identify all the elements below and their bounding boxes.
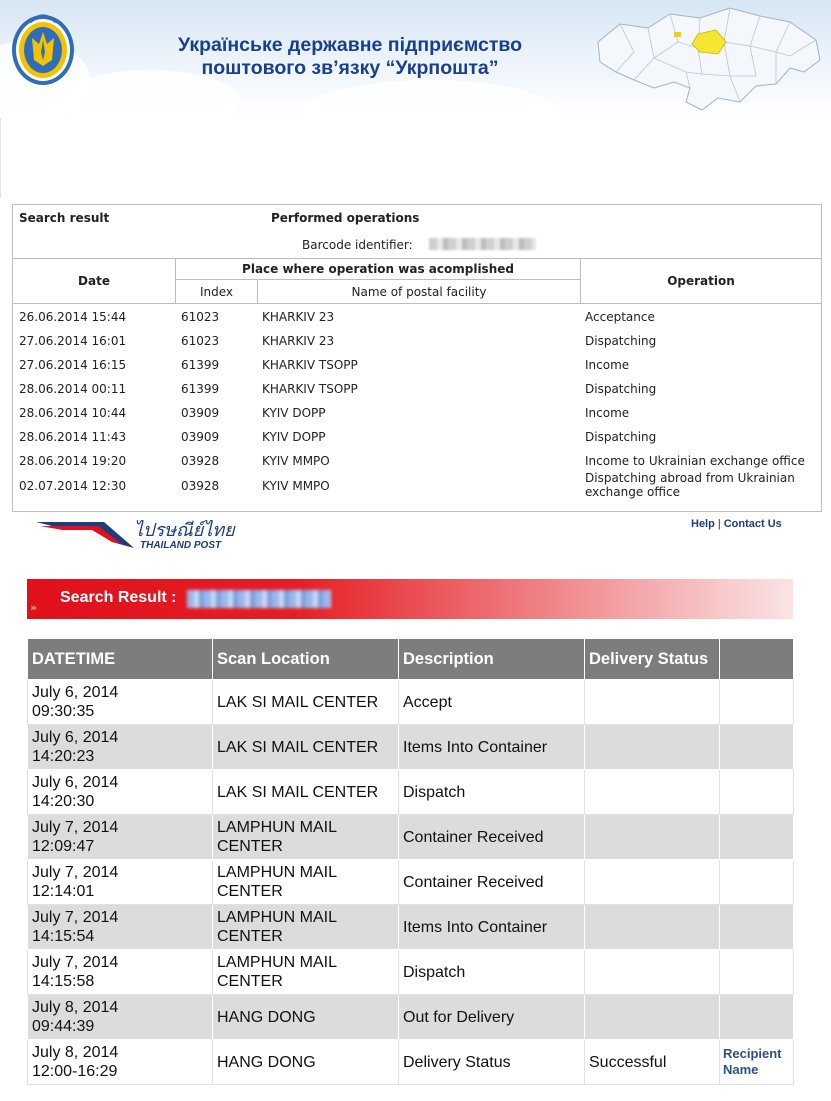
barcode-label: Barcode identifier: [302,238,413,252]
row-operation: Dispatching [585,334,657,348]
datetime-cell [28,1040,213,1085]
row-facility: KHARKIV 23 [262,334,335,348]
recipient-name-link[interactable]: Recipient Name [720,1040,794,1085]
scan-time: 14:20:23 [32,748,95,765]
divider [13,303,821,304]
double-arrow-icon: » [30,601,35,614]
extra-cell [720,860,794,905]
scan-location-cell: LAMPHUN MAIL CENTER [213,860,399,905]
help-link[interactable]: Help [691,518,715,530]
table-header-row [28,639,794,680]
row-index: 61399 [181,382,220,396]
search-result-banner [27,579,793,619]
datetime-cell [28,860,213,905]
extra-cell [720,725,794,770]
scan-time: 14:15:58 [32,973,95,990]
header-extra [720,639,794,680]
row-facility: KHARKIV TSOPP [262,358,358,372]
row-date: 28.06.2014 00:11 [19,382,127,396]
description-cell: Delivery Status [399,1040,585,1085]
row-facility: KYIV MMPO [262,454,330,468]
row-operation: Dispatching abroad from Ukrainian exchange office [585,471,795,499]
row-index: 03909 [181,406,220,420]
extra-cell [720,770,794,815]
table-row [28,815,794,860]
scan-time: 09:44:39 [32,1018,95,1035]
description-cell: Out for Delivery [399,995,585,1040]
scan-time: 12:14:01 [32,883,95,900]
datetime-cell [28,725,213,770]
header-delivery-status: Delivery Status [585,639,720,680]
extra-cell [720,950,794,995]
search-result-label: Search result [19,211,110,225]
performed-operations-label: Performed operations [271,211,420,225]
row-operation: Dispatching [585,430,657,444]
scan-time: 12:00-16:29 [32,1063,118,1080]
header-description: Description [399,639,585,680]
tracking-rows [28,680,794,1085]
header-index: Index [199,285,234,299]
delivery-status-cell [585,770,720,815]
scan-date: July 7, 2014 [32,954,119,971]
scan-date: July 6, 2014 [32,729,119,746]
datetime-cell [28,995,213,1040]
delivery-status-cell [585,995,720,1040]
datetime-cell [28,815,213,860]
row-index: 03928 [181,479,220,493]
ukrposhta-title [110,34,590,80]
row-index: 03909 [181,430,220,444]
delivery-status-cell [585,950,720,995]
table-row [28,1040,794,1085]
table-row [28,770,794,815]
delivery-status-cell [585,725,720,770]
datetime-cell [28,950,213,995]
extra-cell [720,905,794,950]
barcode-value-redacted [429,238,536,250]
datetime-cell [28,905,213,950]
scan-location-cell: HANG DONG [213,995,399,1040]
logo-english-text: THAILAND POST [140,540,222,551]
row-facility: KYIV MMPO [262,479,330,493]
row-date: 02.07.2014 12:30 [19,479,127,493]
description-cell: Accept [399,680,585,725]
delivery-status-cell [585,680,720,725]
logo-thai-text: ไปรษณีย์ไทย [134,520,235,541]
scan-location-cell: LAK SI MAIL CENTER [213,770,399,815]
banner-label: Search Result : [60,589,177,606]
row-facility: KYIV DOPP [262,430,326,444]
row-index: 03928 [181,454,220,468]
header-scan-location: Scan Location [213,639,399,680]
row-index: 61023 [181,310,220,324]
row-date: 28.06.2014 19:20 [19,454,127,468]
divider [176,279,581,280]
row-date: 28.06.2014 10:44 [19,406,127,420]
description-cell: Dispatch [399,770,585,815]
table-row [28,680,794,725]
delivery-status-cell [585,860,720,905]
table-row [28,950,794,995]
description-cell: Items Into Container [399,905,585,950]
scan-location-cell: LAK SI MAIL CENTER [213,725,399,770]
row-operation: Income [585,358,630,372]
row-facility: KHARKIV 23 [262,310,335,324]
link-separator: | [717,518,721,530]
divider [0,118,1,198]
row-date: 28.06.2014 11:43 [19,430,127,444]
delivery-status-cell: Successful [585,1040,720,1085]
row-facility: KYIV DOPP [262,406,326,420]
table-row [28,995,794,1040]
ukrposhta-results-table [12,204,822,512]
scan-date: July 7, 2014 [32,909,119,926]
row-operation: Dispatching [585,382,657,396]
row-operation: Income to Ukrainian exchange office [585,454,805,468]
scan-date: July 6, 2014 [32,684,119,701]
scan-time: 14:20:30 [32,793,95,810]
row-date: 26.06.2014 15:44 [19,310,127,324]
cloud-decoration [300,80,560,118]
table-row [28,905,794,950]
ukrposhta-emblem-icon [10,8,76,88]
header-operation: Operation [667,274,735,288]
scan-date: July 7, 2014 [32,864,119,881]
scan-date: July 8, 2014 [32,1044,119,1061]
scan-date: July 7, 2014 [32,819,119,836]
extra-cell [720,995,794,1040]
thailand-post-tracking-table [27,638,794,1085]
row-operation: Acceptance [585,310,655,324]
row-index: 61023 [181,334,220,348]
scan-time: 14:15:54 [32,928,95,945]
scan-location-cell: LAK SI MAIL CENTER [213,680,399,725]
header-links [691,518,782,530]
description-cell: Container Received [399,860,585,905]
scan-date: July 6, 2014 [32,774,119,791]
description-cell: Dispatch [399,950,585,995]
table-row [28,860,794,905]
scan-location-cell: LAMPHUN MAIL CENTER [213,950,399,995]
extra-cell [720,680,794,725]
header-facility: Name of postal facility [351,285,487,299]
row-operation: Income [585,406,630,420]
row-index: 61399 [181,358,220,372]
thailand-post-logo[interactable] [34,518,239,552]
divider [13,258,821,259]
header-place: Place where operation was acomplished [242,262,514,276]
row-facility: KHARKIV TSOPP [262,382,358,396]
scan-time: 12:09:47 [32,838,95,855]
delivery-status-cell [585,905,720,950]
header-date: Date [78,274,110,288]
table-row [28,725,794,770]
scan-location-cell: LAMPHUN MAIL CENTER [213,905,399,950]
scan-location-cell: LAMPHUN MAIL CENTER [213,815,399,860]
row-date: 27.06.2014 16:01 [19,334,127,348]
row-date: 27.06.2014 16:15 [19,358,127,372]
scan-date: July 8, 2014 [32,999,119,1016]
header-datetime: DATETIME [28,639,213,680]
contact-us-link[interactable]: Contact Us [723,518,782,530]
ukrposhta-header [0,0,831,118]
datetime-cell [28,680,213,725]
description-cell: Container Received [399,815,585,860]
delivery-status-cell [585,815,720,860]
ukraine-map-icon [590,2,826,116]
title-line-1: Українське державне підприємство [177,34,523,56]
title-line-2: поштового зв’язку “Укрпошта” [201,57,499,79]
scan-time: 09:30:35 [32,703,95,720]
extra-cell [720,815,794,860]
scan-location-cell: HANG DONG [213,1040,399,1085]
tracking-number-redacted [187,590,331,608]
datetime-cell [28,770,213,815]
description-cell: Items Into Container [399,725,585,770]
